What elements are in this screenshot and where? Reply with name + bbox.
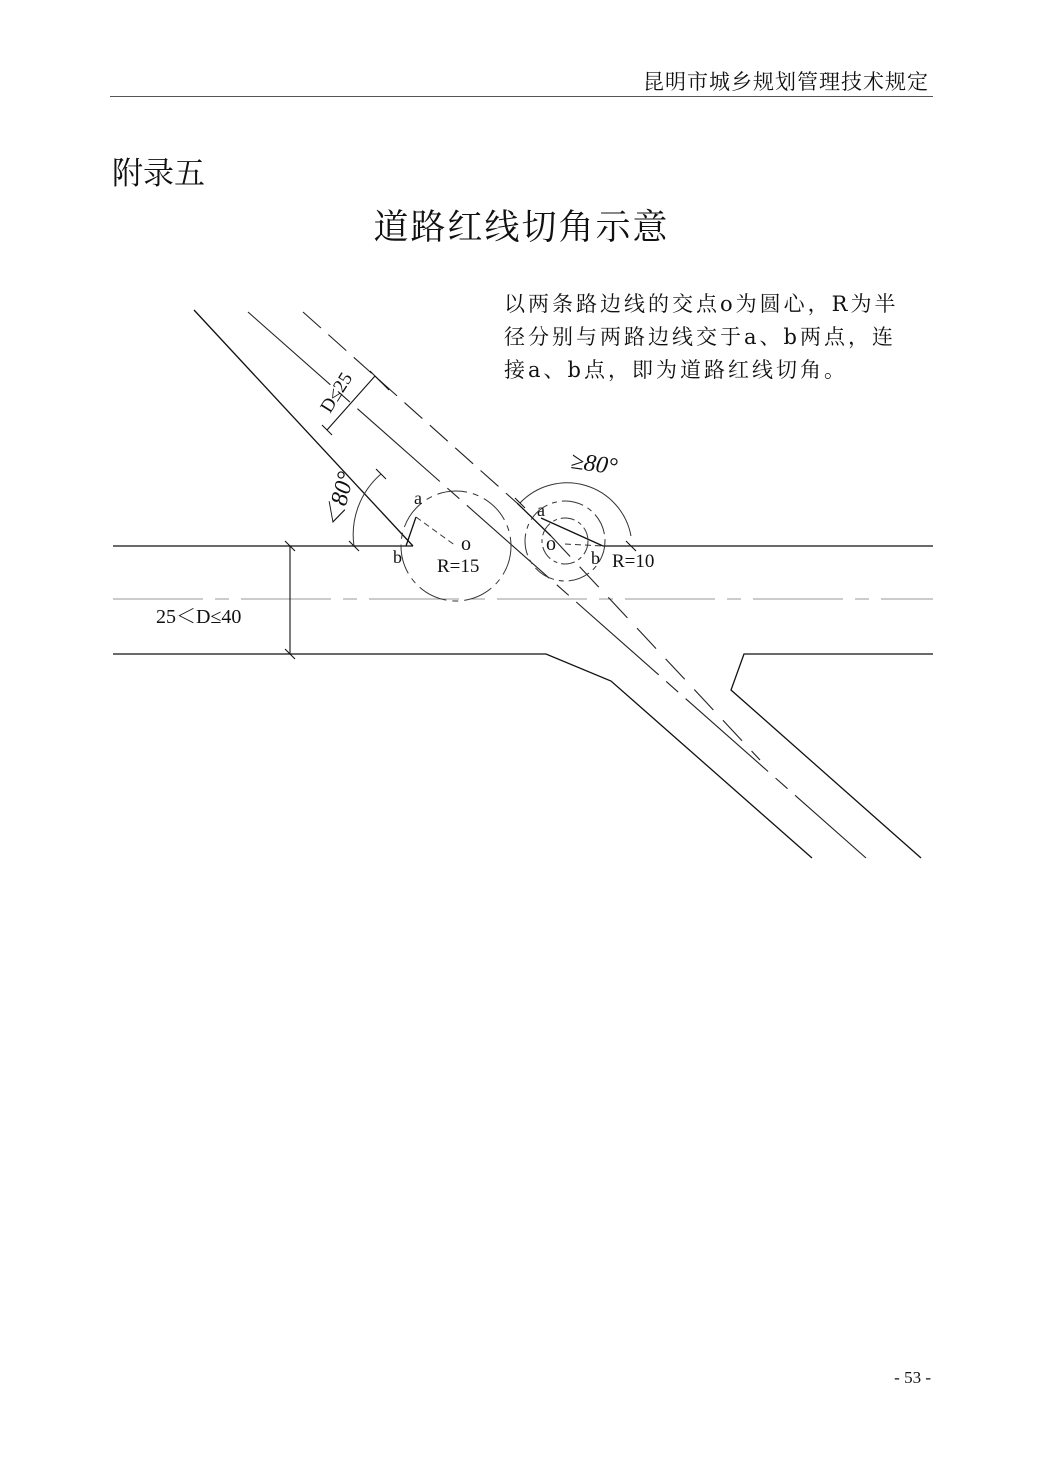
point-b-label-right: b [591,548,600,568]
branch-outer-edge [194,310,413,546]
point-o-label-right: o [546,533,556,555]
main-width-label: 25＜D≤40 [156,606,242,628]
radius-label-left: R=15 [437,556,480,577]
point-a-label-left: a [414,488,422,508]
figure-note-line: 径分别与两路边线交于a、b两点，连 [504,325,896,349]
page-number: - 53 - [894,1368,931,1387]
figure-note-line: 接a、b点，即为道路红线切角。 [504,358,848,382]
figure-title: 道路红线切角示意 [373,208,670,248]
branch-width-label: D≤25 [316,368,358,417]
radius-label-right: R=10 [612,551,655,572]
angle-label-left: ＜80° [320,469,360,532]
appendix-label: 附录五 [112,156,205,192]
figure-note-line: 以两条路边线的交点o为圆心，R为半 [504,292,899,316]
point-o-label-left: o [461,533,471,555]
running-header-title: 昆明市城乡规划管理技术规定 [643,70,929,94]
chamfer-left [406,517,416,546]
radius-line-left [416,517,456,546]
point-a-label-right: a [537,500,545,520]
branch-continuation-dashed [551,536,760,760]
angle-label-right: ≥80° [569,448,620,481]
point-b-label-left: b [393,547,402,567]
radius-line-right [565,544,603,546]
main-road-bottom-edge [113,654,812,858]
